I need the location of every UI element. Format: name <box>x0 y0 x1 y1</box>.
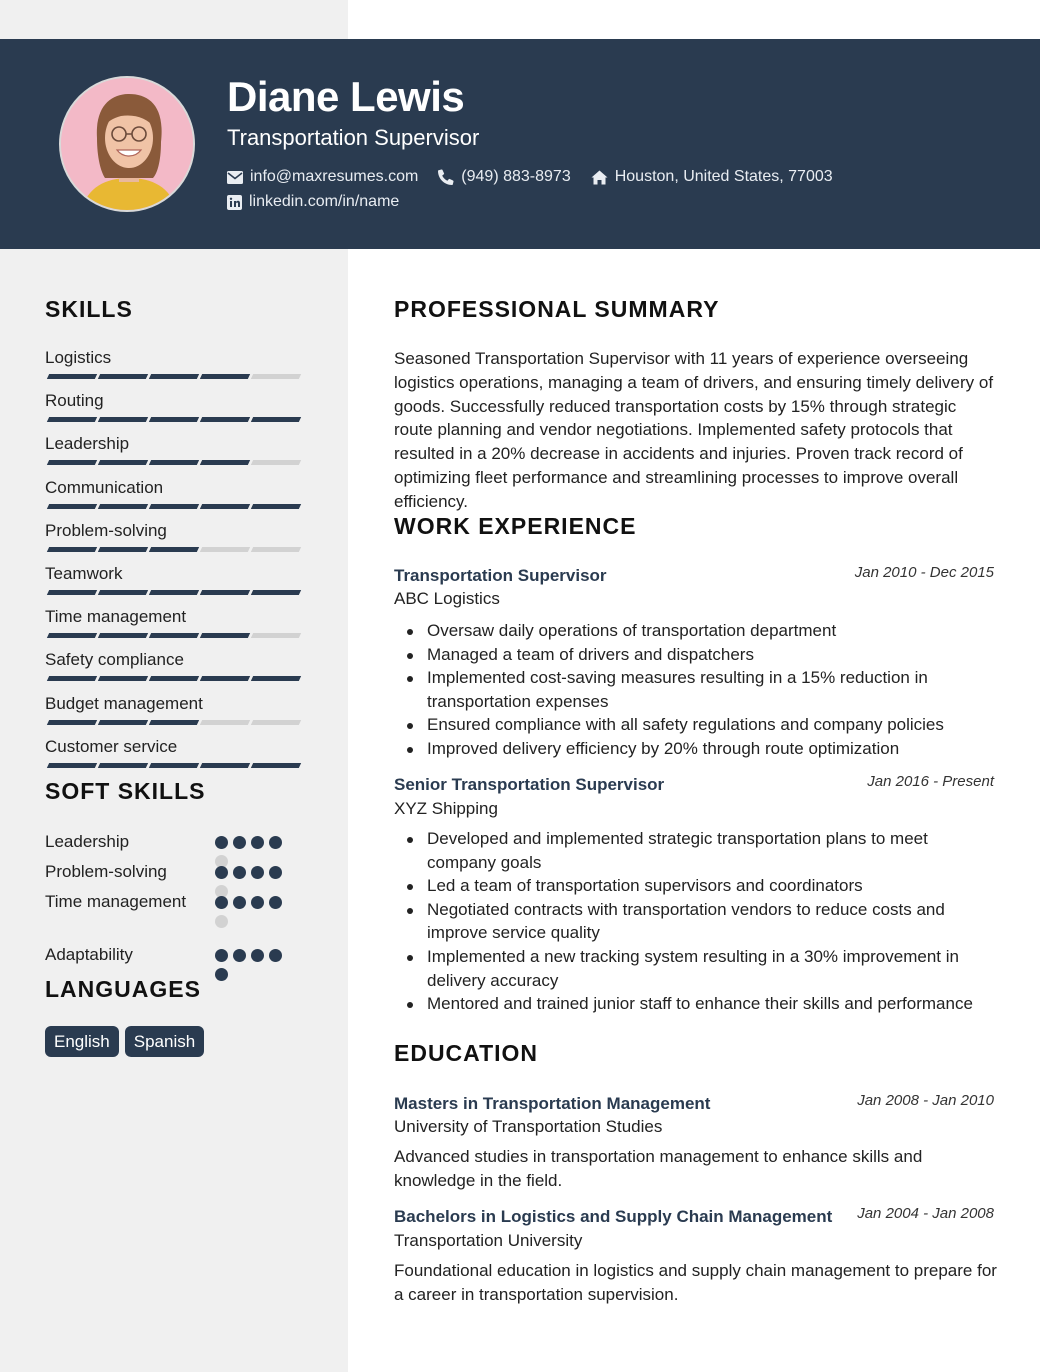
skill-label: Routing <box>45 391 104 410</box>
skill-level-bar <box>45 763 301 768</box>
list-item: Improved delivery efficiency by 20% through route optimization <box>394 737 999 761</box>
skill-level-segment <box>251 417 301 422</box>
skill-level-bar <box>45 504 301 509</box>
rating-dot <box>215 836 228 849</box>
rating-dot <box>233 836 246 849</box>
skill-level-segment <box>251 763 301 768</box>
soft-skill-label: Adaptability <box>45 945 133 964</box>
list-item: Oversaw daily operations of transportation department <box>394 619 999 643</box>
skill-label: Logistics <box>45 348 112 367</box>
skills-heading: SKILLS <box>45 296 133 322</box>
skill-level-bar <box>45 590 301 595</box>
skill-level-segment <box>98 590 148 595</box>
skill-level-segment <box>200 763 250 768</box>
rating-dot <box>269 949 282 962</box>
soft-skills-heading: SOFT SKILLS <box>45 778 206 804</box>
list-item: Implemented a new tracking system resulting in a 30% improvement in delivery accuracy <box>394 945 999 992</box>
degree-dates: Jan 2004 - Jan 2008 <box>857 1205 994 1222</box>
soft-skill-row <box>45 830 295 854</box>
location-text: Houston, United States, 77003 <box>614 168 833 185</box>
list-item: Implemented cost-saving measures resulting in a 15% reduction in transportation expenses <box>394 666 999 713</box>
skill-level-segment <box>98 676 148 681</box>
soft-skill-row <box>45 860 295 884</box>
skill-level-segment <box>251 676 301 681</box>
skill-level-segment <box>149 633 199 638</box>
skill-level-segment <box>149 374 199 379</box>
rating-dot <box>251 836 264 849</box>
rating-dot <box>251 949 264 962</box>
degree-description: Advanced studies in transportation management to enhance skills and knowledge in the field. <box>394 1147 923 1190</box>
home-icon <box>591 170 608 185</box>
rating-dot <box>215 896 228 909</box>
skill-label: Budget management <box>45 694 203 713</box>
skill-label: Communication <box>45 478 164 497</box>
soft-skill-label: Problem-solving <box>45 862 167 881</box>
rating-dot <box>233 896 246 909</box>
skill-row <box>45 347 301 369</box>
skill-level-segment <box>200 590 250 595</box>
skill-level-bar <box>45 720 301 725</box>
skill-level-bar <box>45 547 301 552</box>
skill-level-segment <box>251 547 301 552</box>
rating-dot <box>215 915 228 928</box>
degree-dates: Jan 2008 - Jan 2010 <box>857 1092 994 1109</box>
job-bullets <box>394 827 999 1016</box>
job-dates: Jan 2010 - Dec 2015 <box>854 564 994 581</box>
skill-level-segment <box>200 504 250 509</box>
skill-level-segment <box>200 417 250 422</box>
skill-label: Safety compliance <box>45 650 184 669</box>
skill-level-segment <box>251 504 301 509</box>
skill-level-segment <box>98 460 148 465</box>
soft-skill-label: Time management <box>45 892 187 911</box>
contact-phone[interactable] <box>438 168 570 186</box>
skill-row <box>45 736 301 758</box>
skill-row <box>45 520 301 542</box>
soft-skill-rating <box>215 949 295 1009</box>
list-item: Managed a team of drivers and dispatchers <box>394 643 999 667</box>
contact-row-2 <box>227 193 419 211</box>
skill-level-segment <box>200 720 250 725</box>
rating-dot <box>215 968 228 981</box>
email-text: info@maxresumes.com <box>250 168 419 185</box>
rating-dot <box>269 866 282 879</box>
contact-row <box>227 168 853 186</box>
skill-level-bar <box>45 460 301 465</box>
list-item: Negotiated contracts with transportation vendors to reduce costs and improve service quality <box>394 898 999 945</box>
skill-level-segment <box>47 504 97 509</box>
skill-level-segment <box>98 547 148 552</box>
job-company: ABC Logistics <box>394 589 500 608</box>
degree-title: Masters in Transportation Management <box>394 1094 711 1113</box>
languages-heading: LANGUAGES <box>45 976 201 1002</box>
rating-dot <box>251 866 264 879</box>
language-badge: English <box>45 1026 119 1057</box>
job-company: XYZ Shipping <box>394 799 498 818</box>
skill-level-segment <box>251 633 301 638</box>
soft-skill-row <box>45 890 295 914</box>
rating-dot <box>215 866 228 879</box>
languages-list <box>45 1026 210 1057</box>
candidate-title: Transportation Supervisor <box>227 125 480 150</box>
linkedin-icon <box>227 195 242 210</box>
skill-level-segment <box>251 590 301 595</box>
linkedin-text: linkedin.com/in/name <box>249 193 400 210</box>
avatar <box>59 76 195 212</box>
job-title: Senior Transportation Supervisor <box>394 775 665 794</box>
skill-level-segment <box>47 417 97 422</box>
list-item: Developed and implemented strategic transportation plans to meet company goals <box>394 827 999 874</box>
summary-text: Seasoned Transportation Supervisor with 11 years of experience overseeing logistics operations, managing a team of drivers, and ensuring timely delivery of goods. Successfully reduced transportation costs by 15% through strategic route planning and vendor negotiations. Implemented safety protocols that resulted in a 20% decrease in accidents and injuries. Proven track record of optimizing fleet performance and streamlining processes to improve overall efficiency. <box>394 349 994 511</box>
list-item: Led a team of transportation supervisors and coordinators <box>394 874 999 898</box>
contact-location <box>591 168 833 186</box>
job-dates: Jan 2016 - Present <box>867 773 994 790</box>
skill-label: Time management <box>45 607 187 626</box>
skill-level-segment <box>98 763 148 768</box>
skill-label: Problem-solving <box>45 521 167 540</box>
skill-row <box>45 606 301 628</box>
skill-level-bar <box>45 374 301 379</box>
skill-level-segment <box>149 460 199 465</box>
language-badge: Spanish <box>125 1026 204 1057</box>
resume-header <box>0 39 1040 249</box>
experience-heading: WORK EXPERIENCE <box>394 513 637 539</box>
skill-level-segment <box>47 676 97 681</box>
job-bullets <box>394 619 999 761</box>
skill-level-segment <box>200 460 250 465</box>
skill-row <box>45 390 301 412</box>
skill-level-segment <box>251 374 301 379</box>
skill-level-segment <box>149 763 199 768</box>
skill-level-segment <box>200 374 250 379</box>
skill-label: Teamwork <box>45 564 123 583</box>
skill-label: Customer service <box>45 737 178 756</box>
candidate-name: Diane Lewis <box>227 73 465 120</box>
contact-linkedin[interactable] <box>227 193 399 211</box>
skill-level-segment <box>98 720 148 725</box>
skill-level-segment <box>200 547 250 552</box>
skill-level-segment <box>200 676 250 681</box>
degree-description: Foundational education in logistics and supply chain management to prepare for a career in transportation supervision. <box>394 1261 997 1304</box>
skill-level-segment <box>149 720 199 725</box>
summary-heading: PROFESSIONAL SUMMARY <box>394 296 720 322</box>
skill-level-segment <box>47 763 97 768</box>
degree-title: Bachelors in Logistics and Supply Chain Management <box>394 1207 833 1226</box>
skill-level-segment <box>98 417 148 422</box>
skill-row <box>45 433 301 455</box>
list-item: Mentored and trained junior staff to enhance their skills and performance <box>394 992 999 1016</box>
rating-dot <box>251 896 264 909</box>
skill-level-segment <box>251 720 301 725</box>
skill-level-segment <box>47 720 97 725</box>
skill-row <box>45 693 301 715</box>
list-item: Ensured compliance with all safety regulations and company policies <box>394 713 999 737</box>
rating-dot <box>215 949 228 962</box>
skill-level-segment <box>149 504 199 509</box>
rating-dot <box>269 896 282 909</box>
skill-level-bar <box>45 633 301 638</box>
skill-row <box>45 563 301 585</box>
soft-skill-label: Leadership <box>45 832 130 851</box>
rating-dot <box>233 949 246 962</box>
skill-level-segment <box>200 633 250 638</box>
school-name: Transportation University <box>394 1231 583 1250</box>
rating-dot <box>269 836 282 849</box>
skill-level-segment <box>98 374 148 379</box>
education-heading: EDUCATION <box>394 1040 539 1066</box>
envelope-icon <box>227 171 243 184</box>
job-title: Transportation Supervisor <box>394 566 607 585</box>
skill-level-bar <box>45 417 301 422</box>
skill-label: Leadership <box>45 434 130 453</box>
skill-level-segment <box>47 547 97 552</box>
skill-level-segment <box>98 504 148 509</box>
skill-level-segment <box>149 590 199 595</box>
skill-level-segment <box>47 374 97 379</box>
skill-level-segment <box>47 460 97 465</box>
phone-icon <box>438 169 454 185</box>
phone-text: (949) 883-8973 <box>461 168 571 185</box>
rating-dot <box>233 866 246 879</box>
skill-level-segment <box>149 417 199 422</box>
skill-row <box>45 649 301 671</box>
skill-level-segment <box>149 547 199 552</box>
soft-skill-row <box>45 943 295 967</box>
skill-level-bar <box>45 676 301 681</box>
skill-level-segment <box>251 460 301 465</box>
skill-level-segment <box>98 633 148 638</box>
skill-level-segment <box>47 633 97 638</box>
skill-level-segment <box>149 676 199 681</box>
school-name: University of Transportation Studies <box>394 1117 663 1136</box>
skill-row <box>45 477 301 499</box>
contact-email[interactable] <box>227 168 418 186</box>
skill-level-segment <box>47 590 97 595</box>
